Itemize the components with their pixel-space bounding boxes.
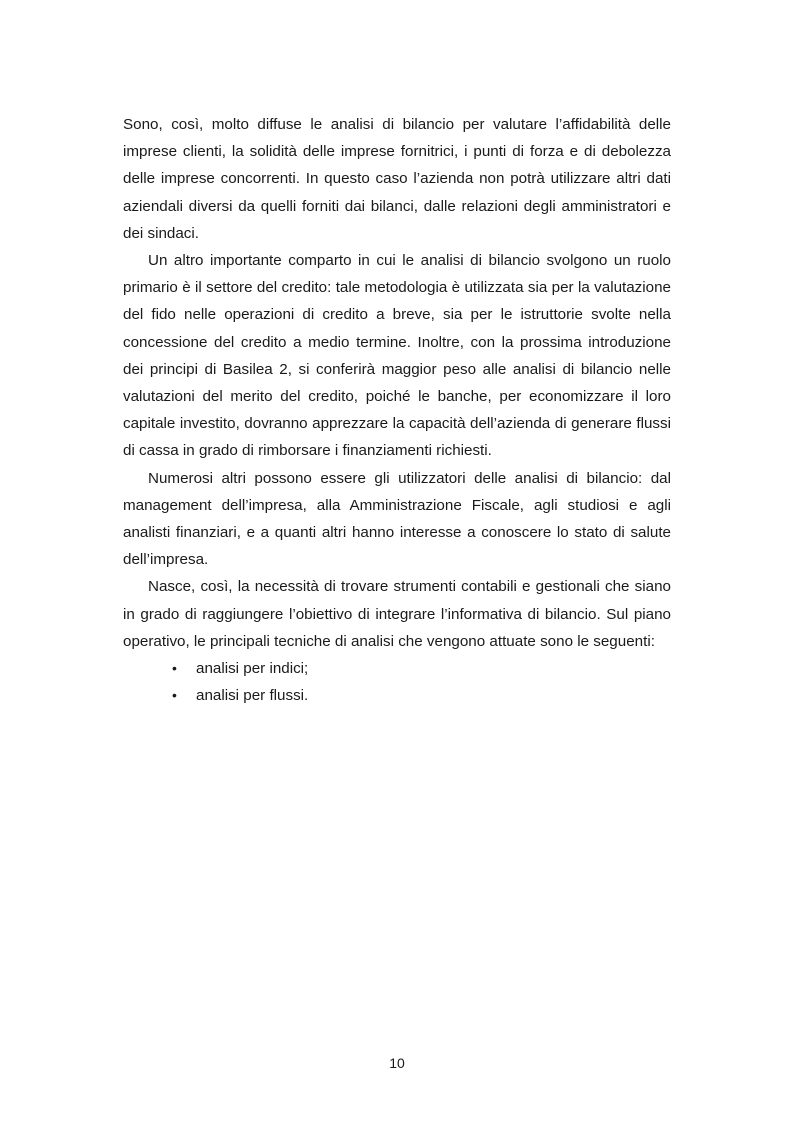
bullet-list [123, 655, 671, 709]
bullet-icon: • [172, 660, 177, 677]
paragraph-3: Numerosi altri possono essere gli utilizzatori delle analisi di bilancio: dal management dell’impresa, alla Amministrazione Fiscale, agli studiosi e agli analisti finanziari, e a quanti altri hanno interesse a conoscere lo stato di salute dell’impresa. [123, 469, 671, 569]
paragraph-2: Un altro importante comparto in cui le analisi di bilancio svolgono un ruolo primario è il settore del credito: tale metodologia è utilizzata sia per la valutazione del fido nelle operazioni di credito a breve, sia per le istruttorie svolte nella concessione del credito a medio termine. Inoltre, con la prossima introduzione dei principi di Basilea 2, si conferirà maggior peso alle analisi di bilancio nelle valutazioni del merito del credito, poiché le banche, per economizzare il loro capitale investito, dovranno apprezzare la capacità dell’azienda di generare flussi di cassa in grado di rimborsare i finanziamenti richiesti. [123, 252, 671, 460]
body-text [123, 111, 671, 709]
list-item [123, 655, 671, 682]
bullet-icon: • [172, 687, 177, 704]
list-item-text: analisi per flussi. [196, 687, 309, 705]
paragraph-1: Sono, così, molto diffuse le analisi di bilancio per valutare l’affidabilità delle imprese clienti, la solidità delle imprese fornitrici, i punti di forza e di debolezza delle imprese concorrenti. In questo caso l’azienda non potrà utilizzare altri dati aziendali diversi da quelli forniti dai bilanci, dalle relazioni degli amministratori e dei sindaci. [123, 116, 671, 242]
page-number: 10 [389, 1055, 405, 1071]
list-item [123, 682, 671, 709]
paragraph-4: Nasce, così, la necessità di trovare strumenti contabili e gestionali che siano in grado di raggiungere l’obiettivo di integrare l’informativa di bilancio. Sul piano operativo, le principali tecniche di analisi che vengono attuate sono le seguenti: [123, 578, 671, 650]
list-item-text: analisi per indici; [196, 660, 309, 678]
